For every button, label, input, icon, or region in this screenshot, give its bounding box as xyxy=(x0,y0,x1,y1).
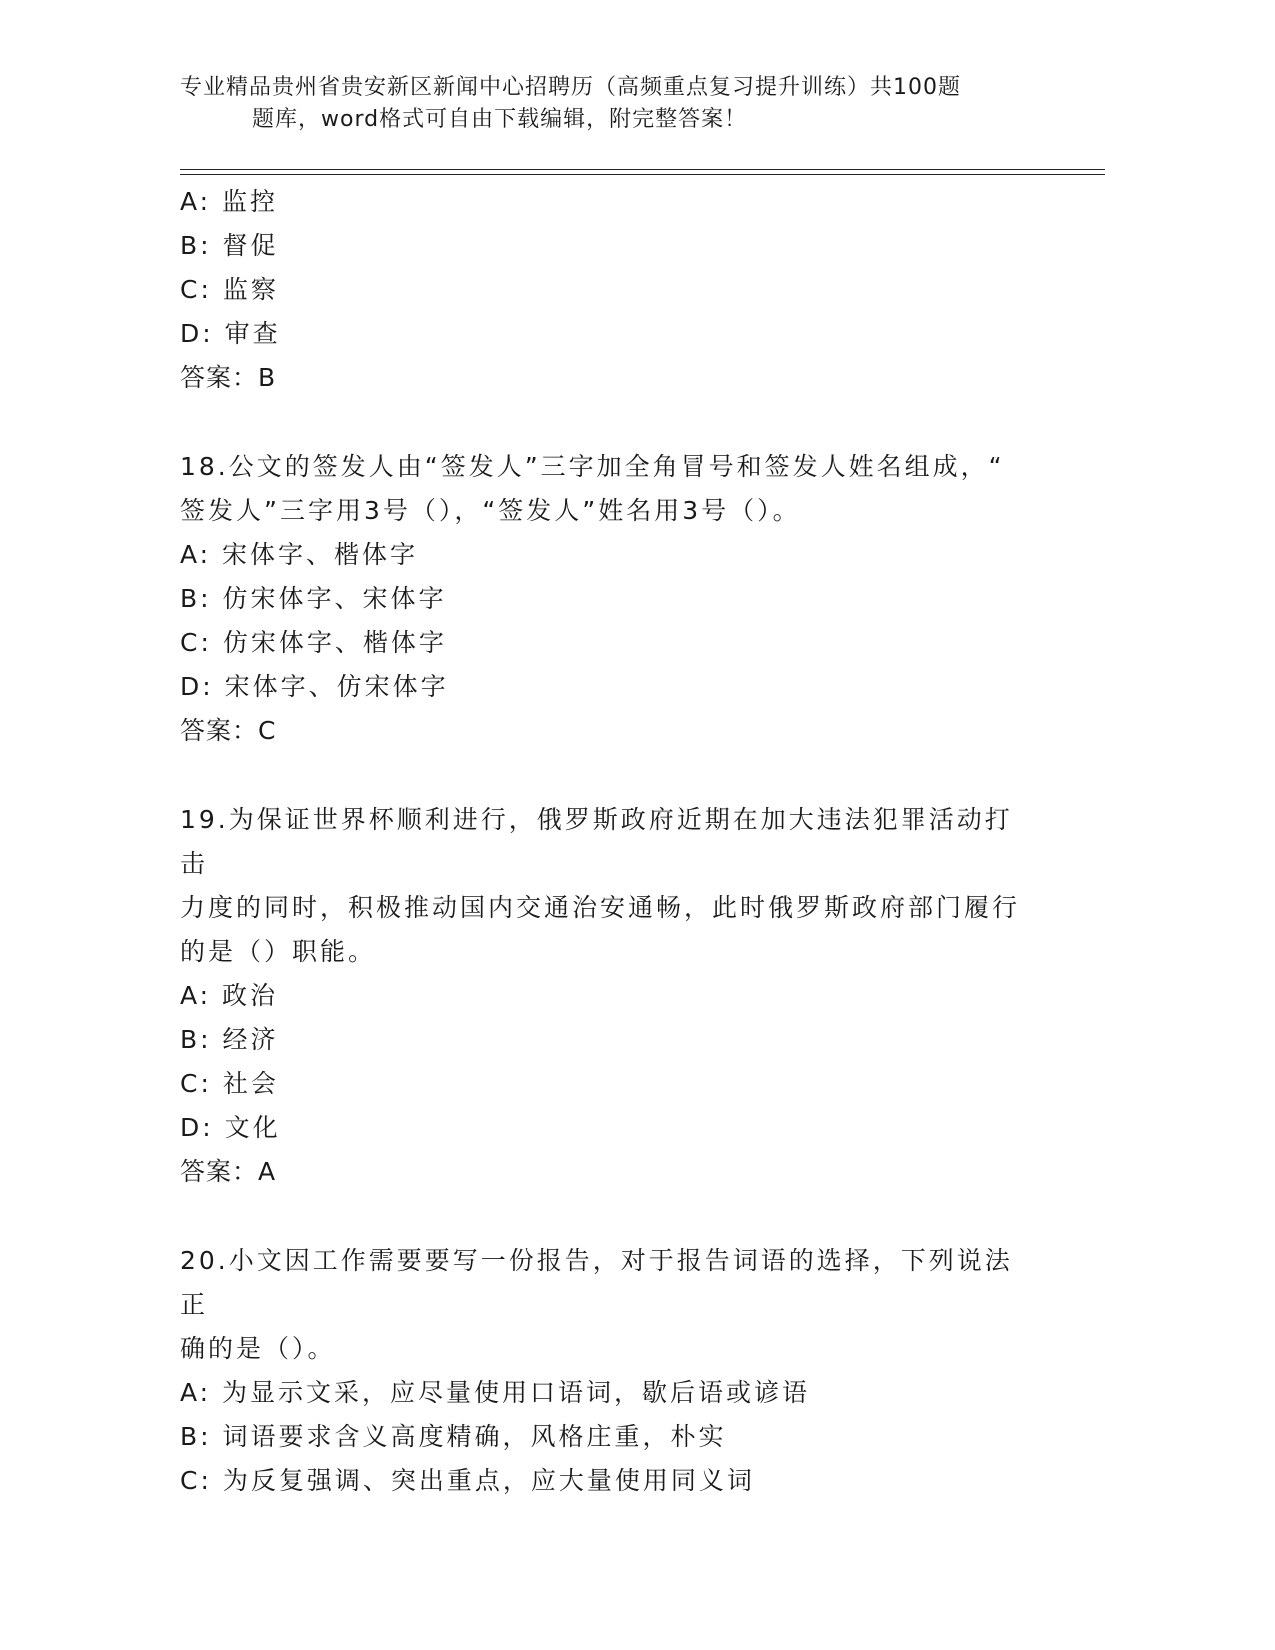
option-a: A: 监控 xyxy=(180,187,279,216)
answer: 答案：C xyxy=(180,716,277,745)
option-a: A: 宋体字、楷体字 xyxy=(180,540,419,569)
question-stem xyxy=(180,445,1040,533)
option-c: C: 为反复强调、突出重点，应大量使用同义词 xyxy=(180,1466,755,1495)
question-stem-line: 确的是（）。 xyxy=(180,1334,336,1363)
question-stem-line: 18.公文的签发人由“签发人”三字加全角冒号和签发人姓名组成，“ xyxy=(180,452,1005,481)
option-a: A: 政治 xyxy=(180,981,279,1010)
option-b: B: 经济 xyxy=(180,1025,279,1054)
question-stem-line: 19.为保证世界杯顺利进行，俄罗斯政府近期在加大违法犯罪活动打击 xyxy=(180,805,1013,878)
question-stem-line: 的是（）职能。 xyxy=(180,937,377,966)
question-block-18 xyxy=(180,445,1080,753)
option-c: C: 监察 xyxy=(180,275,279,304)
option-c: C: 仿宋体字、楷体字 xyxy=(180,628,447,657)
answer: 答案：A xyxy=(180,1157,277,1186)
option-d: D: 宋体字、仿宋体字 xyxy=(180,672,449,701)
header-title-line-2: 题库，word格式可自由下载编辑，附完整答案！ xyxy=(252,107,748,132)
header-title-line-1: 专业精品贵州省贵安新区新闻中心招聘历（高频重点复习提升训练）共100题 xyxy=(180,75,961,100)
option-d: D: 文化 xyxy=(180,1113,281,1142)
question-stem xyxy=(180,1239,1040,1371)
option-b: B: 仿宋体字、宋体字 xyxy=(180,584,447,613)
question-stem xyxy=(180,798,1040,974)
question-list xyxy=(180,180,1080,1503)
header-rule-top xyxy=(180,169,1105,170)
option-b: B: 词语要求含义高度精确，风格庄重，朴实 xyxy=(180,1422,727,1451)
question-stem-line: 签发人”三字用3号（），“签发人”姓名用3号（）。 xyxy=(180,496,801,525)
question-stem-line: 力度的同时，积极推动国内交通治安通畅，此时俄罗斯政府部门履行 xyxy=(180,893,1021,922)
question-stem-line: 20.小文因工作需要要写一份报告，对于报告词语的选择，下列说法正 xyxy=(180,1246,1013,1319)
document-header xyxy=(180,72,1080,136)
question-block-20 xyxy=(180,1239,1080,1503)
option-c: C: 社会 xyxy=(180,1069,279,1098)
question-block-19 xyxy=(180,798,1080,1194)
option-d: D: 审查 xyxy=(180,319,281,348)
option-a: A: 为显示文采，应尽量使用口语词，歇后语或谚语 xyxy=(180,1378,811,1407)
answer: 答案：B xyxy=(180,363,277,392)
question-block-17 xyxy=(180,180,1080,400)
option-b: B: 督促 xyxy=(180,231,279,260)
header-rule-bottom xyxy=(180,174,1105,175)
